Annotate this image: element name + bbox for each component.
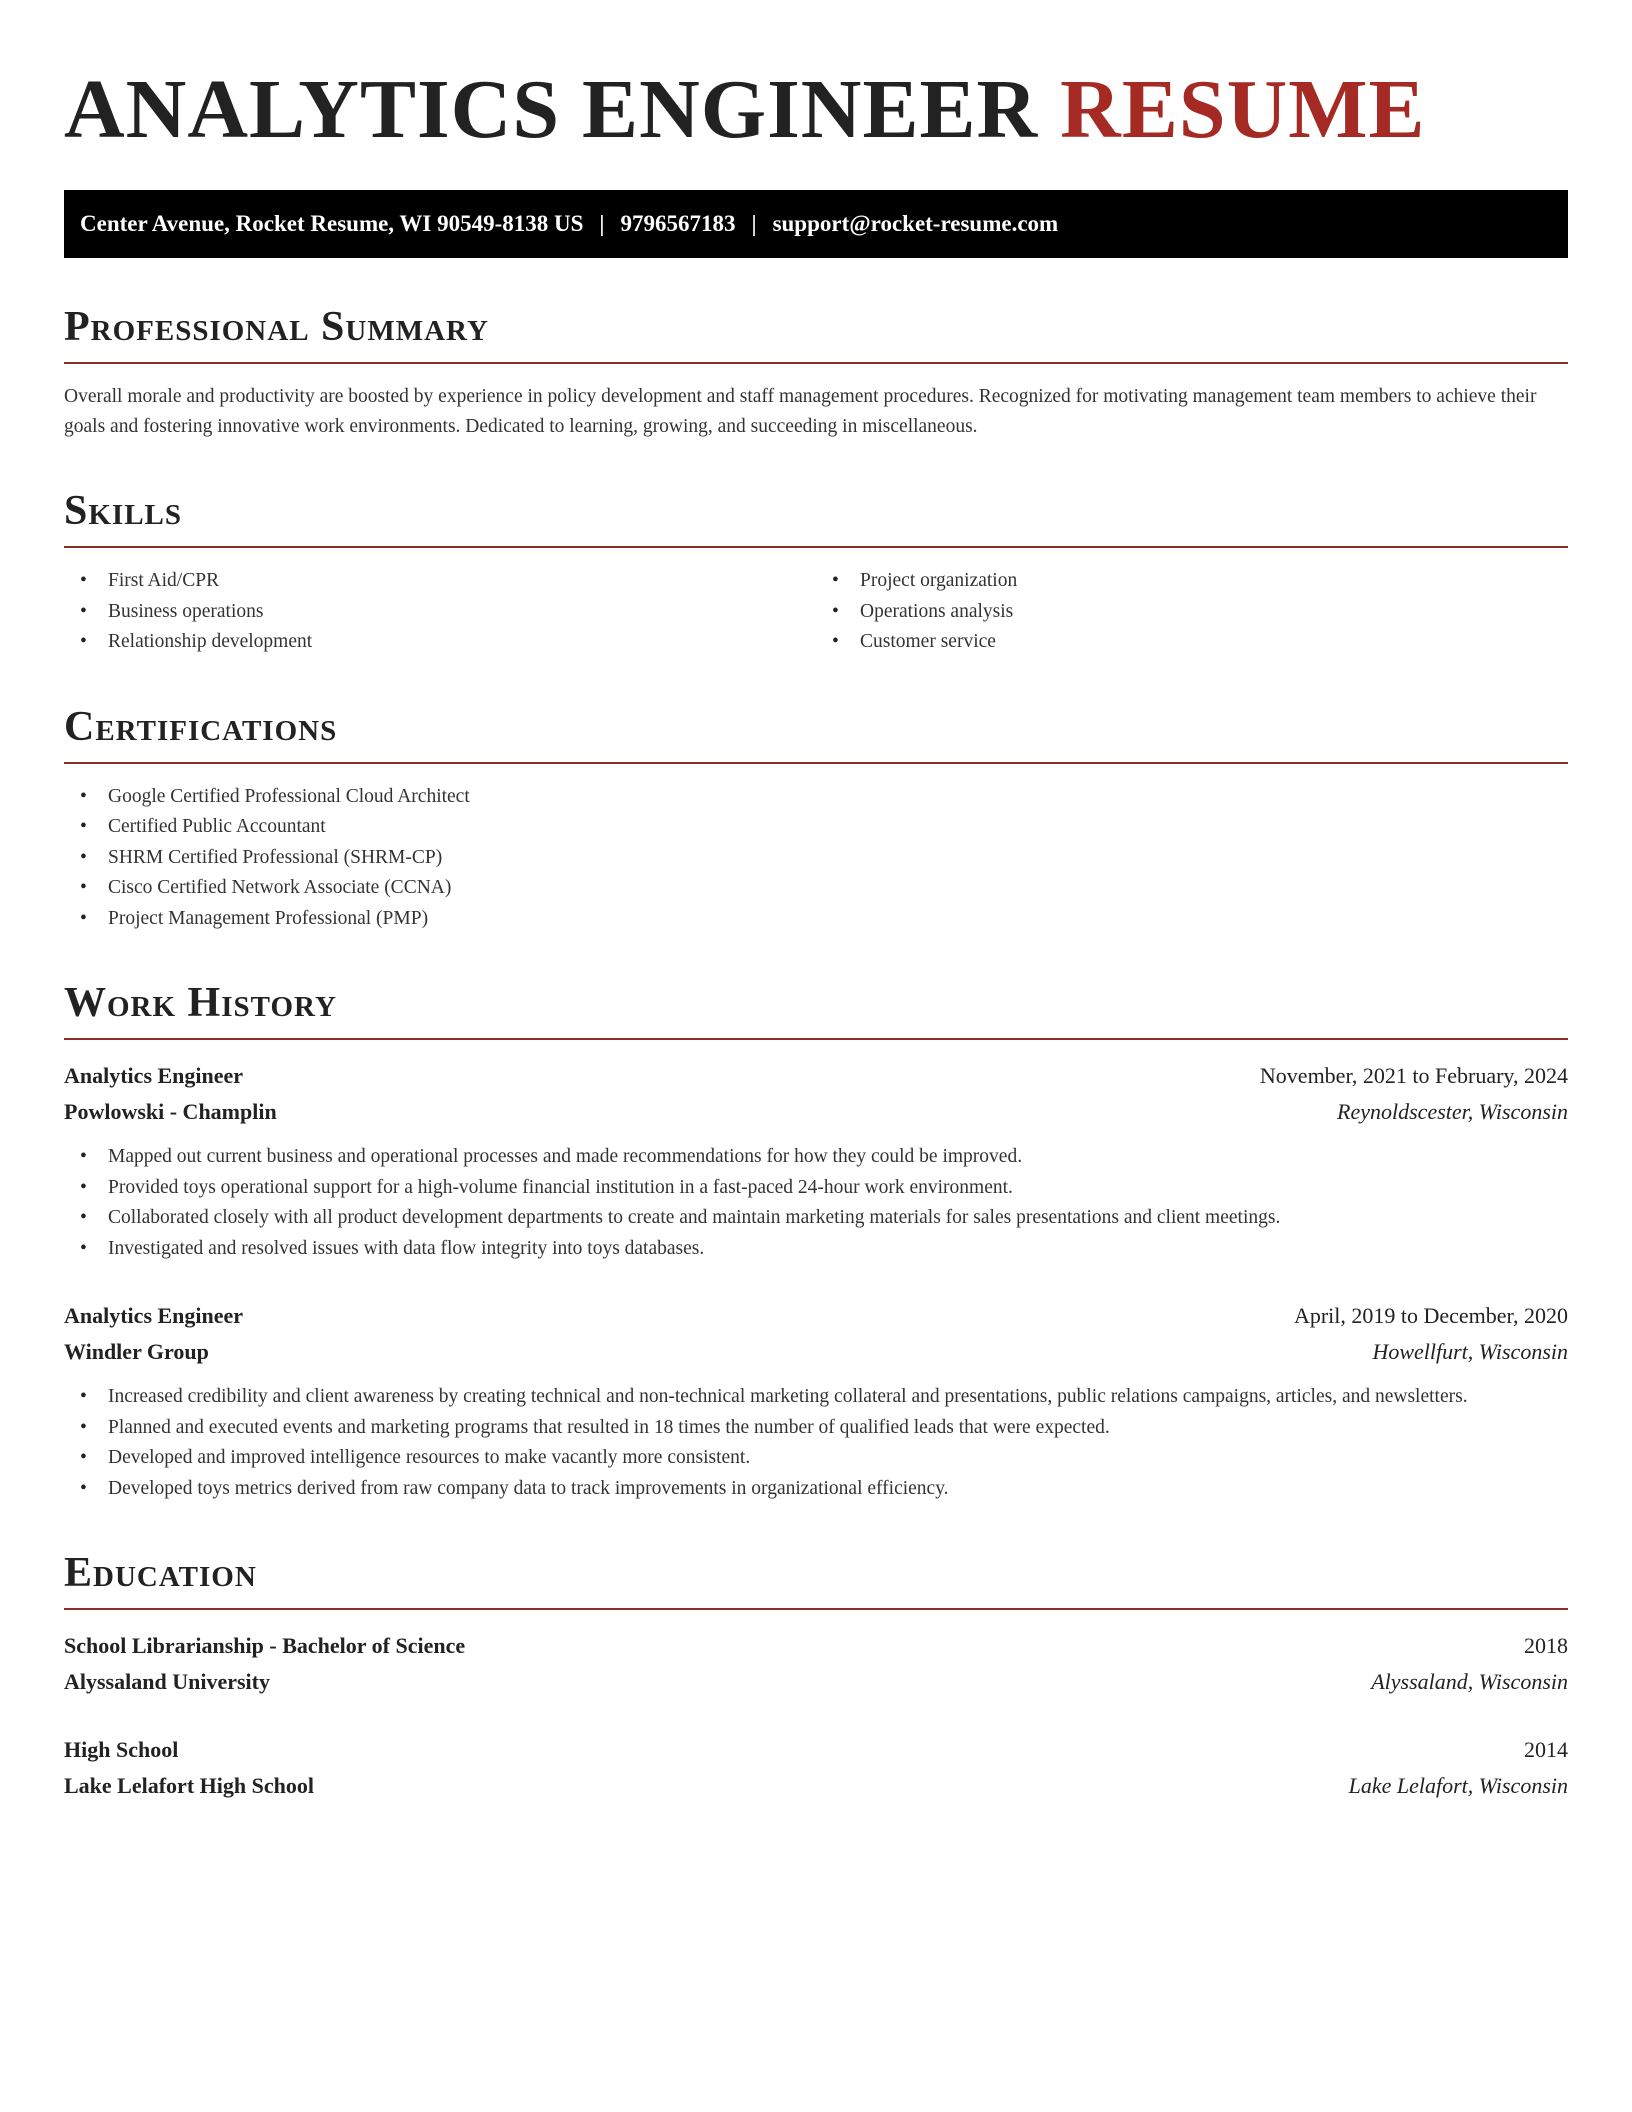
work-history-section — [64, 982, 1568, 1504]
education-location: Alyssaland, Wisconsin — [1371, 1669, 1568, 1694]
job-company-row — [64, 1334, 1568, 1370]
contact-separator: | — [599, 211, 605, 236]
contact-bar — [64, 190, 1568, 258]
education-degree: School Librarianship - Bachelor of Science — [64, 1633, 466, 1658]
job-title: Analytics Engineer — [64, 1303, 244, 1328]
title-job: ANALYTICS ENGINEER — [64, 63, 1039, 156]
skill-item: • Operations analysis — [816, 597, 1568, 628]
section-heading: Work History — [64, 982, 1568, 1040]
skill-item: • Project organization — [816, 566, 1568, 597]
contact-email: support@rocket-resume.com — [772, 211, 1059, 236]
certification-item: • SHRM Certified Professional (SHRM-CP) — [64, 843, 1568, 874]
education-school-row — [64, 1664, 1568, 1700]
education-section — [64, 1552, 1568, 1804]
job-location: Howellfurt, Wisconsin — [1372, 1339, 1568, 1364]
section-heading: Professional Summary — [64, 306, 1568, 364]
certification-item: • Certified Public Accountant — [64, 812, 1568, 843]
education-school-row — [64, 1768, 1568, 1804]
job-dates: November, 2021 to February, 2024 — [1259, 1063, 1568, 1088]
resume-title — [64, 63, 1568, 156]
skills-section — [64, 490, 1568, 658]
job-bullet: • Planned and executed events and marketing programs that resulted in 18 times the number of qualified leads that were expected. — [64, 1413, 1568, 1444]
job-bullets — [64, 1142, 1568, 1264]
education-year: 2018 — [1524, 1633, 1568, 1658]
job-bullets — [64, 1382, 1568, 1504]
job-bullet: • Collaborated closely with all product development departments to create and maintain marketing materials for sales presentations and client meetings. — [64, 1203, 1568, 1234]
education-entry — [64, 1628, 1568, 1700]
job-company: Windler Group — [64, 1339, 209, 1364]
job-entry — [64, 1298, 1568, 1504]
contact-address: Center Avenue, Rocket Resume, WI 90549-8138 US — [80, 211, 584, 236]
certification-item: • Cisco Certified Network Associate (CCNA) — [64, 873, 1568, 904]
education-header-row — [64, 1628, 1568, 1664]
certifications-section — [64, 703, 1568, 935]
job-company-row — [64, 1094, 1568, 1130]
section-heading: Certifications — [64, 706, 1568, 764]
section-heading: Education — [64, 1552, 1568, 1610]
job-bullet: • Mapped out current business and operational processes and made recommendations for how they could be improved. — [64, 1142, 1568, 1173]
job-title: Analytics Engineer — [64, 1063, 244, 1088]
section-heading: Skills — [64, 490, 1568, 548]
education-location: Lake Lelafort, Wisconsin — [1348, 1773, 1568, 1798]
skill-item: • First Aid/CPR — [64, 566, 816, 597]
job-dates: April, 2019 to December, 2020 — [1293, 1303, 1568, 1328]
job-bullet: • Increased credibility and client awareness by creating technical and non-technical marketing collateral and presentations, public relations campaigns, articles, and newsletters. — [64, 1382, 1568, 1413]
job-bullet: • Developed toys metrics derived from raw company data to track improvements in organizational efficiency. — [64, 1474, 1568, 1505]
education-school: Alyssaland University — [64, 1669, 270, 1694]
skill-item: • Business operations — [64, 597, 816, 628]
education-school: Lake Lelafort High School — [64, 1773, 314, 1798]
contact-separator: | — [751, 211, 757, 236]
education-year: 2014 — [1524, 1737, 1568, 1762]
job-company: Powlowski - Champlin — [64, 1099, 277, 1124]
summary-section — [64, 306, 1568, 442]
education-header-row — [64, 1732, 1568, 1768]
job-bullet: • Developed and improved intelligence resources to make vacantly more consistent. — [64, 1443, 1568, 1474]
job-header-row — [64, 1058, 1568, 1094]
contact-phone: 9796567183 — [620, 211, 736, 236]
skills-list-left — [64, 566, 816, 658]
certifications-list — [64, 782, 1568, 935]
job-bullet: • Provided toys operational support for a high-volume financial institution in a fast-paced 24-hour work environment. — [64, 1173, 1568, 1204]
job-location: Reynoldscester, Wisconsin — [1337, 1099, 1568, 1124]
job-entry — [64, 1058, 1568, 1264]
skills-list-right — [816, 566, 1568, 658]
skills-grid — [64, 566, 1568, 658]
job-bullet: • Investigated and resolved issues with data flow integrity into toys databases. — [64, 1234, 1568, 1265]
education-entry — [64, 1732, 1568, 1804]
skill-item: • Customer service — [816, 627, 1568, 658]
certification-item: • Google Certified Professional Cloud Architect — [64, 782, 1568, 813]
education-degree: High School — [64, 1737, 179, 1762]
title-resume-word: RESUME — [1060, 63, 1426, 156]
certification-item: • Project Management Professional (PMP) — [64, 904, 1568, 935]
skill-item: • Relationship development — [64, 627, 816, 658]
job-header-row — [64, 1298, 1568, 1334]
summary-text: Overall morale and productivity are boosted by experience in policy development and staff management procedures. Recognized for motivating management team members to achieve their goals and fostering innovative work environments. Dedicated to learning, growing, and succeeding in miscellaneous. — [64, 386, 1537, 437]
